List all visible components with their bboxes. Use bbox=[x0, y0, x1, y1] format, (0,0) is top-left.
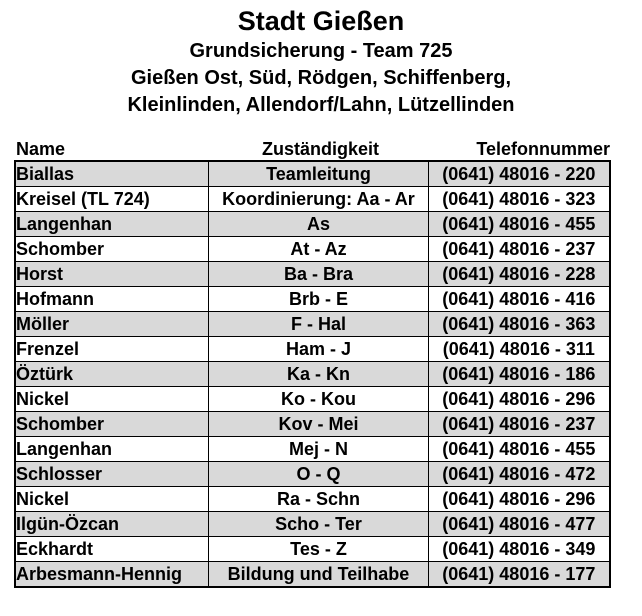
zustaendigkeit-cell: Koordinierung: Aa - Ar bbox=[209, 187, 428, 212]
name-cell: Horst bbox=[15, 262, 209, 287]
subtitle-team: Grundsicherung - Team 725 bbox=[189, 40, 453, 62]
telefon-cell: (0641) 48016 - 323 bbox=[428, 187, 610, 212]
zustaendigkeit-cell: Ko - Kou bbox=[209, 387, 428, 412]
zustaendigkeit-cell: F - Hal bbox=[209, 312, 428, 337]
zustaendigkeit-cell: Bildung und Teilhabe bbox=[209, 562, 428, 588]
telefon-cell: (0641) 48016 - 220 bbox=[428, 161, 610, 187]
zustaendigkeit-cell: Kov - Mei bbox=[209, 412, 428, 437]
telefon-cell: (0641) 48016 - 363 bbox=[428, 312, 610, 337]
table-row bbox=[15, 187, 610, 212]
telefon-cell: (0641) 48016 - 455 bbox=[428, 437, 610, 462]
telefon-cell: (0641) 48016 - 237 bbox=[428, 237, 610, 262]
telefon-cell: (0641) 48016 - 455 bbox=[428, 212, 610, 237]
subtitle-districts-line-2: Kleinlinden, Allendorf/Lahn, Lützellinden bbox=[127, 94, 515, 116]
zustaendigkeit-cell: Teamleitung bbox=[209, 161, 428, 187]
telefon-cell: (0641) 48016 - 186 bbox=[428, 362, 610, 387]
table-row bbox=[15, 337, 610, 362]
table-row bbox=[15, 161, 610, 187]
column-header-name: Name bbox=[16, 139, 66, 159]
table-row bbox=[15, 212, 610, 237]
name-cell: Frenzel bbox=[15, 337, 209, 362]
zustaendigkeit-cell: Scho - Ter bbox=[209, 512, 428, 537]
telefon-cell: (0641) 48016 - 296 bbox=[428, 487, 610, 512]
table-row bbox=[15, 562, 610, 588]
document-header bbox=[0, 0, 642, 119]
name-cell: Biallas bbox=[15, 161, 209, 187]
zustaendigkeit-cell: As bbox=[209, 212, 428, 237]
name-cell: Nickel bbox=[15, 387, 209, 412]
telefon-cell: (0641) 48016 - 296 bbox=[428, 387, 610, 412]
name-cell: Hofmann bbox=[15, 287, 209, 312]
contact-table-body bbox=[15, 161, 610, 587]
telefon-cell: (0641) 48016 - 349 bbox=[428, 537, 610, 562]
telefon-cell: (0641) 48016 - 477 bbox=[428, 512, 610, 537]
table-row bbox=[15, 312, 610, 337]
zustaendigkeit-cell: Mej - N bbox=[209, 437, 428, 462]
name-cell: Öztürk bbox=[15, 362, 209, 387]
telefon-cell: (0641) 48016 - 177 bbox=[428, 562, 610, 588]
table-row bbox=[15, 437, 610, 462]
name-cell: Kreisel (TL 724) bbox=[15, 187, 209, 212]
name-cell: Langenhan bbox=[15, 437, 209, 462]
table-row bbox=[15, 362, 610, 387]
table-row bbox=[15, 237, 610, 262]
telefon-cell: (0641) 48016 - 311 bbox=[428, 337, 610, 362]
table-row bbox=[15, 412, 610, 437]
subtitle-districts-line-1: Gießen Ost, Süd, Rödgen, Schiffenberg, bbox=[130, 67, 512, 89]
zustaendigkeit-cell: Ra - Schn bbox=[209, 487, 428, 512]
zustaendigkeit-cell: O - Q bbox=[209, 462, 428, 487]
zustaendigkeit-cell: Ba - Bra bbox=[209, 262, 428, 287]
table-row bbox=[15, 487, 610, 512]
table-row bbox=[15, 287, 610, 312]
page-title: Stadt Gießen bbox=[237, 6, 405, 36]
table-column-headers bbox=[14, 139, 611, 159]
name-cell: Ilgün-Özcan bbox=[15, 512, 209, 537]
table-row bbox=[15, 262, 610, 287]
column-header-zustaendigkeit: Zuständigkeit bbox=[261, 139, 379, 159]
name-cell: Schlosser bbox=[15, 462, 209, 487]
telefon-cell: (0641) 48016 - 472 bbox=[428, 462, 610, 487]
zustaendigkeit-cell: Tes - Z bbox=[209, 537, 428, 562]
table-row bbox=[15, 387, 610, 412]
table-row bbox=[15, 462, 610, 487]
name-cell: Arbesmann-Hennig bbox=[15, 562, 209, 588]
zustaendigkeit-cell: Ham - J bbox=[209, 337, 428, 362]
contact-table bbox=[14, 160, 611, 588]
name-cell: Langenhan bbox=[15, 212, 209, 237]
table-row bbox=[15, 537, 610, 562]
telefon-cell: (0641) 48016 - 228 bbox=[428, 262, 610, 287]
zustaendigkeit-cell: Brb - E bbox=[209, 287, 428, 312]
telefon-cell: (0641) 48016 - 237 bbox=[428, 412, 610, 437]
name-cell: Schomber bbox=[15, 237, 209, 262]
name-cell: Nickel bbox=[15, 487, 209, 512]
telefon-cell: (0641) 48016 - 416 bbox=[428, 287, 610, 312]
table-row bbox=[15, 512, 610, 537]
name-cell: Möller bbox=[15, 312, 209, 337]
name-cell: Schomber bbox=[15, 412, 209, 437]
zustaendigkeit-cell: At - Az bbox=[209, 237, 428, 262]
column-header-telefonnummer: Telefonnummer bbox=[476, 139, 610, 159]
name-cell: Eckhardt bbox=[15, 537, 209, 562]
zustaendigkeit-cell: Ka - Kn bbox=[209, 362, 428, 387]
